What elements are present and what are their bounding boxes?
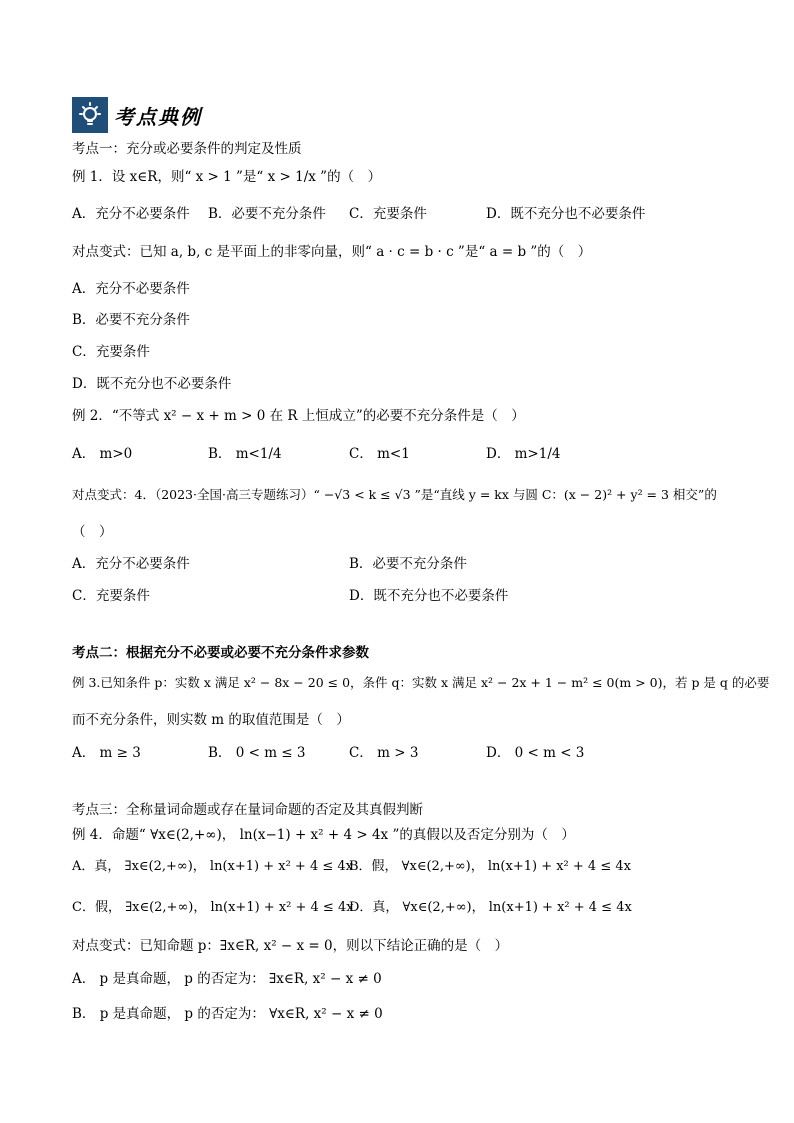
example-1-question: 例 1．设 x∈R，则“ x > 1 ”是“ x > 1/x ”的（ ） bbox=[72, 169, 382, 185]
variant-2-option-d: D．既不充分也不必要条件 bbox=[349, 588, 509, 604]
variant-2-question: 对点变式：4．（2023·全国·高三专题练习）“ −√3 < k ≤ √3 ”是“直线 y = kx 与圆 C：(x − 2)² + y² = 3 相交”的 bbox=[72, 487, 717, 502]
example-1-option-c: C．充要条件 bbox=[349, 206, 427, 222]
variant-3-option-a: A． p 是真命题， p 的否定为： ∃x∈R, x² − x ≠ 0 bbox=[72, 971, 382, 987]
example-4-option-b: B．假， ∀x∈(2,+∞)， ln(x+1) + x² + 4 ≤ 4x bbox=[349, 859, 631, 874]
topic-3-heading: 考点三：全称量词命题或存在量词命题的否定及其真假判断 bbox=[72, 802, 423, 818]
example-2-option-a: A． m>0 bbox=[72, 446, 133, 462]
variant-1-question: 对点变式：已知 a, b, c 是平面上的非零向量，则“ a · c = b · c ”是“ a = b ”的（ ） bbox=[72, 244, 592, 260]
example-3-option-a: A． m ≥ 3 bbox=[72, 745, 141, 761]
variant-3-option-b: B． p 是真命题， p 的否定为： ∀x∈R, x² − x ≠ 0 bbox=[72, 1006, 383, 1022]
variant-2-paren: （ ） bbox=[72, 524, 113, 540]
example-2-question: 例 2．“不等式 x² − x + m > 0 在 R 上恒成立”的必要不充分条件是（ ） bbox=[72, 408, 525, 424]
example-1-option-a: A．充分不必要条件 bbox=[72, 206, 190, 222]
variant-1-option-c: C．充要条件 bbox=[72, 344, 150, 360]
example-4-option-a: A．真， ∃x∈(2,+∞)， ln(x+1) + x² + 4 ≤ 4x bbox=[72, 859, 353, 874]
example-2-option-b: B． m<1/4 bbox=[208, 446, 282, 462]
topic-2-heading: 考点二：根据充分不必要或必要不充分条件求参数 bbox=[72, 645, 369, 661]
example-3-question: 例 3.已知条件 p：实数 x 满足 x² − 8x − 20 ≤ 0，条件 q：实数 x 满足 x² − 2x + 1 − m² ≤ 0(m > 0)，若 p 是 q 的必要 bbox=[72, 675, 770, 690]
variant-2-option-b: B．必要不充分条件 bbox=[349, 556, 467, 572]
example-3-option-b: B． 0 < m ≤ 3 bbox=[208, 745, 306, 761]
example-4-question: 例 4．命题“ ∀x∈(2,+∞)， ln(x−1) + x² + 4 > 4x ”的真假以及否定分别为（ ） bbox=[72, 827, 575, 843]
example-2-option-c: C． m<1 bbox=[349, 446, 410, 462]
variant-2-option-a: A．充分不必要条件 bbox=[72, 556, 190, 572]
example-1-option-d: D．既不充分也不必要条件 bbox=[486, 206, 646, 222]
example-3-option-d: D． 0 < m < 3 bbox=[486, 745, 585, 761]
variant-1-option-b: B．必要不充分条件 bbox=[72, 312, 190, 328]
lightbulb-icon bbox=[72, 97, 108, 133]
example-4-option-c: C．假， ∃x∈(2,+∞)， ln(x+1) + x² + 4 ≤ 4x bbox=[72, 900, 354, 915]
header-title: 考点典例 bbox=[114, 104, 202, 129]
example-2-option-d: D． m>1/4 bbox=[486, 446, 561, 462]
variant-2-option-c: C．充要条件 bbox=[72, 588, 150, 604]
example-3-option-c: C． m > 3 bbox=[349, 745, 419, 761]
example-4-option-d: D．真， ∀x∈(2,+∞)， ln(x+1) + x² + 4 ≤ 4x bbox=[349, 900, 632, 915]
variant-1-option-a: A．充分不必要条件 bbox=[72, 281, 190, 297]
section-header bbox=[72, 96, 202, 134]
example-3-question-cont: 而不充分条件，则实数 m 的取值范围是（ ） bbox=[72, 712, 350, 728]
example-1-option-b: B．必要不充分条件 bbox=[208, 206, 326, 222]
variant-3-question: 对点变式：已知命题 p：∃x∈R, x² − x = 0，则以下结论正确的是（ ） bbox=[72, 938, 509, 954]
topic-1-heading: 考点一：充分或必要条件的判定及性质 bbox=[72, 141, 302, 157]
variant-1-option-d: D．既不充分也不必要条件 bbox=[72, 376, 232, 392]
